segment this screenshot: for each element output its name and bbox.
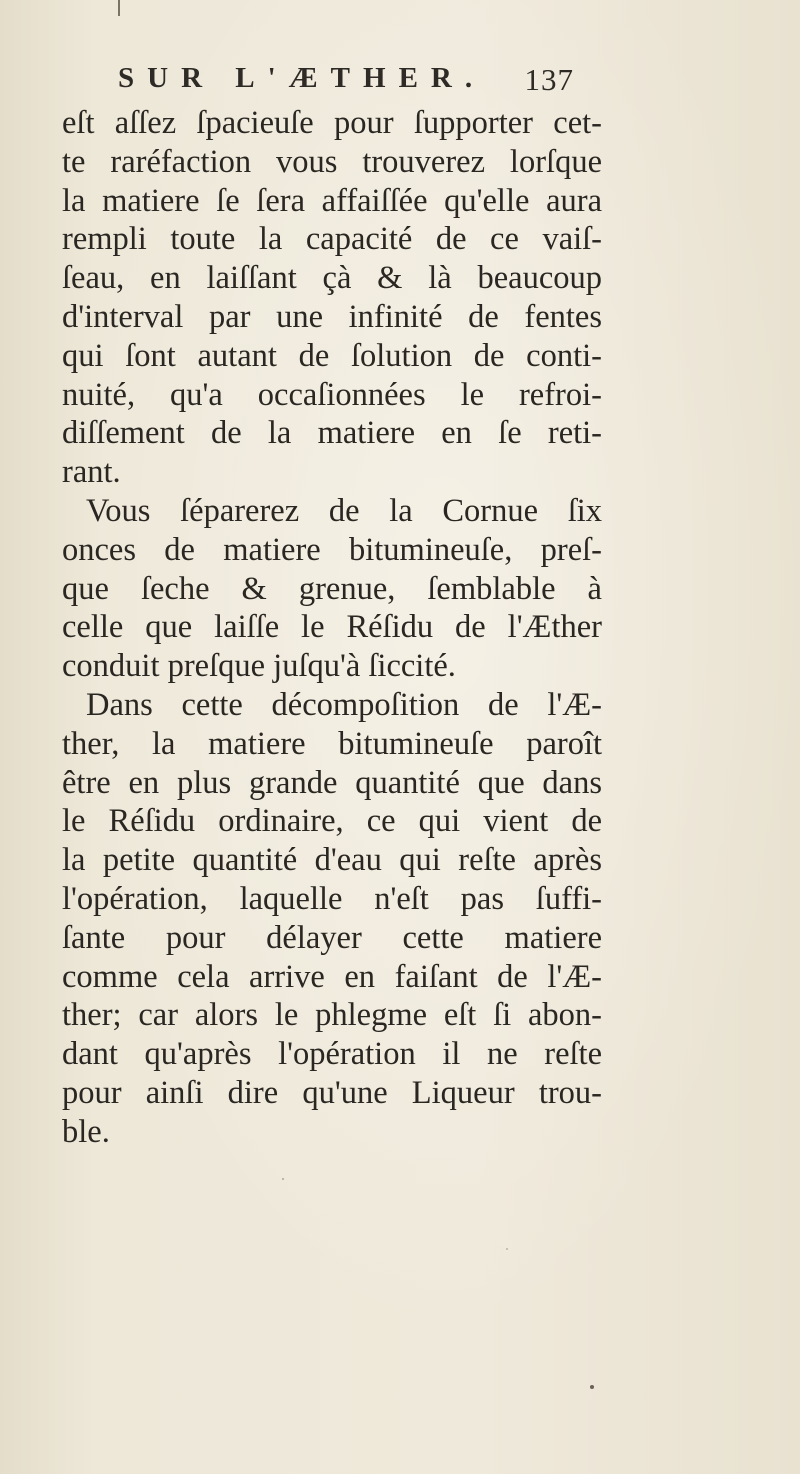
paragraph-start-line: Dans cette décompoſition de l'Æ- xyxy=(86,686,602,723)
text-line: ſeau, en laiſſant çà & là beaucoup xyxy=(62,260,602,297)
text-line: ther; car alors le phlegme eſt ſi abon- xyxy=(62,997,602,1034)
page-header xyxy=(118,62,578,102)
text-line: dant qu'après l'opération il ne reſte xyxy=(62,1036,602,1073)
text-line: pour ainſi dire qu'une Liqueur trou- xyxy=(62,1074,602,1111)
text-line: l'opération, laquelle n'eſt pas ſuffi- xyxy=(62,880,602,917)
paragraph-start-line: Vous ſéparerez de la Cornue ſix xyxy=(86,492,602,529)
text-line: ſante pour délayer cette matiere xyxy=(62,919,602,956)
paragraph-end-line: ble. xyxy=(62,1113,110,1150)
running-title: SUR L'ÆTHER. xyxy=(118,62,486,94)
text-line: ther, la matiere bitumineuſe paroît xyxy=(62,725,602,762)
text-line: eſt aſſez ſpacieuſe pour ſupporter cet- xyxy=(62,105,602,141)
page-edge-mark xyxy=(118,0,120,16)
text-line: te raréfaction vous trouverez lorſque xyxy=(62,143,602,180)
text-line: comme cela arrive en faiſant de l'Æ- xyxy=(62,958,602,995)
text-line: onces de matiere bitumineuſe, preſ- xyxy=(62,531,602,568)
paper-speck xyxy=(590,1385,594,1389)
text-line: d'interval par une infinité de fentes xyxy=(62,298,602,335)
paper-speck xyxy=(282,1178,284,1180)
text-line: le Réſidu ordinaire, ce qui vient de xyxy=(62,803,602,840)
text-line: être en plus grande quantité que dans xyxy=(62,764,602,801)
paragraph-end-line: rant. xyxy=(62,454,121,491)
text-line: la matiere ſe ſera affaiſſée qu'elle aura xyxy=(62,182,602,219)
text-line: celle que laiſſe le Réſidu de l'Æther xyxy=(62,609,602,646)
text-line: rempli toute la capacité de ce vaiſ- xyxy=(62,221,602,258)
text-line: qui ſont autant de ſolution de conti- xyxy=(62,337,602,374)
text-line: que ſeche & grenue, ſemblable à xyxy=(62,570,602,607)
text-line: la petite quantité d'eau qui reſte après xyxy=(62,842,602,879)
body-text xyxy=(62,104,602,1152)
text-line: diſſement de la matiere en ſe reti- xyxy=(62,415,602,452)
text-line: nuité, qu'a occaſionnées le refroi- xyxy=(62,376,602,413)
paragraph-end-line: conduit preſque juſqu'à ſiccité. xyxy=(62,648,456,685)
paper-speck xyxy=(506,1248,508,1250)
page-number: 137 xyxy=(524,62,574,97)
